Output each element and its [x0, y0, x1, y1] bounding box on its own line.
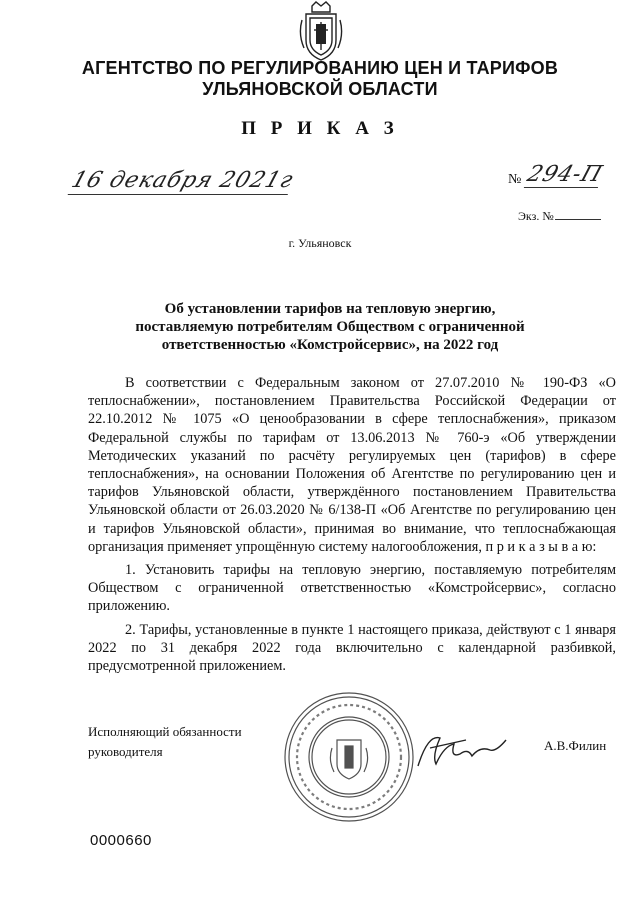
position-line1: Исполняющий обязанности	[88, 724, 242, 739]
signatory-position	[88, 722, 242, 762]
order-subject	[110, 300, 550, 354]
copy-number-blank	[555, 218, 601, 220]
signatory-name: А.В.Филин	[544, 738, 607, 753]
handwritten-date: 16 декабря 2021г	[68, 168, 297, 193]
order-number-label: №	[508, 172, 522, 187]
city: г. Ульяновск	[288, 236, 352, 250]
coat-of-arms-emblem	[298, 0, 344, 62]
order-body	[88, 374, 616, 680]
subject-line2: поставляемую потребителям Обществом с ограниченной	[135, 319, 525, 335]
body-paragraph-preamble: В соответствии с Федеральным законом от 27.07.2010 № 190-ФЗ «О теплоснабжении», постановлением Правительства Российской Федерации от 22.10.2012 № 1075 «О ценообразовании в сфере теплоснабжения», приказом Федеральной службы по тарифам от 13.06.2013 № 760-э «Об утверждении Методических указаний по расчёту регулируемых цен (тарифов) в сфере теплоснабжения», на основании Положения об Агентстве по регулированию цен и тарифов Ульяновской области, утверждённого постановлением Правительства Ульяновской области от 26.03.2020 № 6/138-П «Об Агентстве по регулированию цен и тарифов Ульяновской области», принимая во внимание, что теплоснабжающая организация применяет упрощённую систему налогообложения, п р и к а з ы в а ю:	[88, 375, 616, 555]
handwritten-signature	[410, 726, 510, 776]
body-paragraph-item-1: 1. Установить тарифы на тепловую энергию, поставляемую потребителям Обществом с ограниченной ответственностью «Комстройсервис», согласно приложению.	[88, 562, 616, 615]
copy-number	[518, 209, 601, 224]
handwritten-order-number: 294-П	[524, 162, 606, 187]
registration-number: 0000660	[90, 832, 152, 849]
official-seal-stamp	[282, 690, 416, 824]
document-type-title: П Р И К А З	[241, 118, 399, 139]
agency-name-line2: УЛЬЯНОВСКОЙ ОБЛАСТИ	[202, 79, 438, 99]
subject-line3: ответственностью «Комстройсервис», на 2022 год	[161, 337, 499, 353]
body-paragraph-item-2: 2. Тарифы, установленные в пункте 1 настоящего приказа, действуют с 1 января 2022 по 31 декабря 2022 года включительно с календарной разбивкой, предусмотренной приложением.	[88, 621, 616, 675]
position-line2: руководителя	[88, 744, 163, 759]
agency-name	[60, 58, 580, 100]
agency-name-line1: АГЕНТСТВО ПО РЕГУЛИРОВАНИЮ ЦЕН И ТАРИФОВ	[81, 58, 559, 78]
copy-number-label: Экз. №	[518, 209, 554, 223]
subject-line1: Об установлении тарифов на тепловую энергию,	[164, 301, 496, 317]
